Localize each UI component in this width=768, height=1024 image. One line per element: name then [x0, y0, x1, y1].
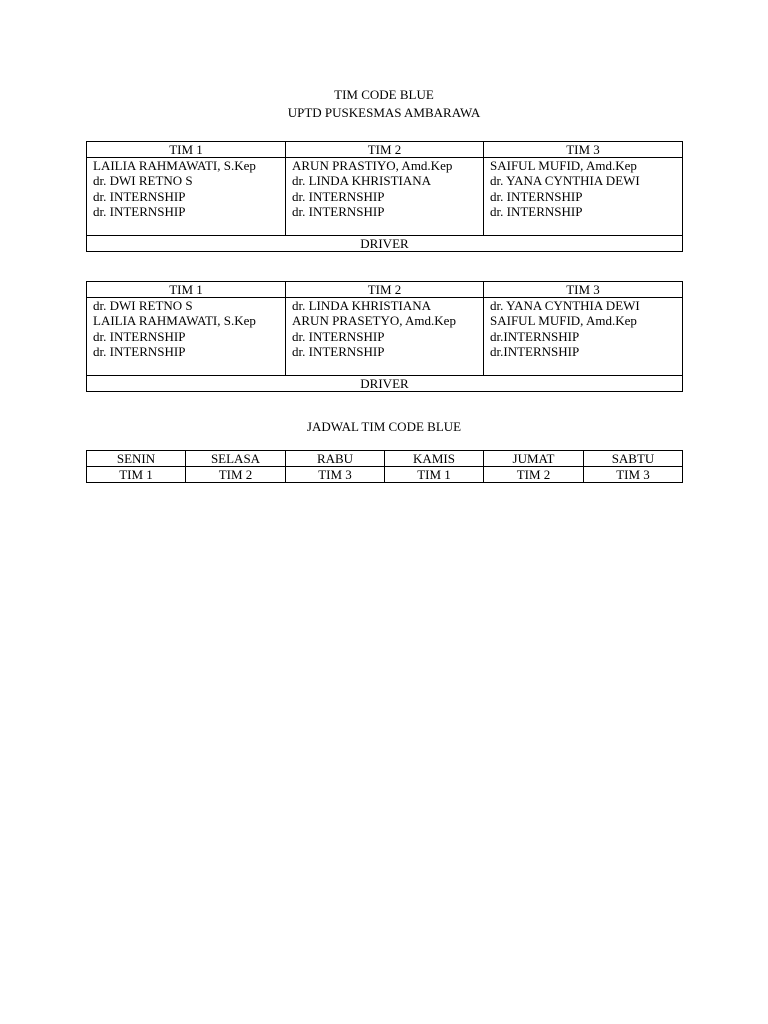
member-name: SAIFUL MUFID, Amd.Kep: [490, 158, 637, 173]
member-name: ARUN PRASTIYO, Amd.Kep: [292, 158, 453, 173]
member-name: dr. DWI RETNO S: [93, 298, 193, 313]
member-name: dr. INTERNSHIP: [93, 343, 186, 359]
schedule-team-cell: TIM 3: [286, 467, 385, 483]
member-name: dr. INTERNSHIP: [93, 203, 186, 219]
member-name: dr. INTERNSHIP: [93, 328, 186, 344]
member-name: dr. INTERNSHIP: [292, 343, 385, 359]
team-table-2: [86, 281, 683, 392]
schedule-day-cell: KAMIS: [385, 451, 484, 467]
driver-cell: DRIVER: [87, 376, 683, 392]
team-members-row: [87, 298, 683, 376]
team-header-cell: TIM 3: [484, 282, 683, 298]
schedule-day-cell: SENIN: [87, 451, 186, 467]
member-name: dr. LINDA KHRISTIANA: [292, 173, 432, 189]
schedule-team-cell: TIM 2: [484, 467, 584, 483]
schedule-day-cell: SABTU: [584, 451, 683, 467]
driver-row: [87, 236, 683, 252]
schedule-table: [86, 450, 683, 483]
team-members-cell: [286, 158, 484, 236]
member-name: ARUN PRASETYO, Amd.Kep: [292, 313, 456, 329]
member-name: dr. INTERNSHIP: [93, 188, 186, 204]
team-members-cell: [484, 298, 683, 376]
team-header-cell: TIM 3: [484, 142, 683, 158]
schedule-team-cell: TIM 1: [87, 467, 186, 483]
driver-row: [87, 376, 683, 392]
team-header-cell: TIM 1: [87, 282, 286, 298]
member-name: dr. LINDA KHRISTIANA: [292, 298, 432, 313]
team-members-cell: [484, 158, 683, 236]
schedule-title: JADWAL TIM CODE BLUE: [306, 419, 462, 434]
team-members-cell: [87, 298, 286, 376]
team-header-cell: TIM 2: [286, 142, 484, 158]
member-name: dr. INTERNSHIP: [292, 328, 385, 344]
team-header-cell: TIM 1: [87, 142, 286, 158]
member-name: dr. DWI RETNO S: [93, 173, 193, 189]
team-header-row: [87, 282, 683, 298]
team-header-row: [87, 142, 683, 158]
member-name: LAILIA RAHMAWATI, S.Kep: [93, 313, 256, 329]
schedule-day-cell: SELASA: [186, 451, 286, 467]
member-name: SAIFUL MUFID, Amd.Kep: [490, 313, 637, 329]
schedule-team-cell: TIM 3: [584, 467, 683, 483]
driver-cell: DRIVER: [87, 236, 683, 252]
member-name: dr.INTERNSHIP: [490, 343, 580, 359]
document-title: TIM CODE BLUE: [334, 87, 434, 102]
schedule-team-cell: TIM 2: [186, 467, 286, 483]
member-name: dr. INTERNSHIP: [490, 203, 583, 219]
schedule-day-cell: JUMAT: [484, 451, 584, 467]
team-table-1: [86, 141, 683, 252]
member-name: LAILIA RAHMAWATI, S.Kep: [93, 158, 256, 173]
team-members-cell: [286, 298, 484, 376]
document-subtitle: UPTD PUSKESMAS AMBARAWA: [287, 105, 481, 120]
member-name: dr.INTERNSHIP: [490, 328, 580, 344]
schedule-day-cell: RABU: [286, 451, 385, 467]
member-name: dr. INTERNSHIP: [292, 203, 385, 219]
member-name: dr. YANA CYNTHIA DEWI: [490, 173, 640, 189]
team-members-cell: [87, 158, 286, 236]
schedule-days-row: [87, 451, 683, 467]
member-name: dr. INTERNSHIP: [490, 188, 583, 204]
member-name: dr. YANA CYNTHIA DEWI: [490, 298, 640, 313]
member-name: dr. INTERNSHIP: [292, 188, 385, 204]
team-header-cell: TIM 2: [286, 282, 484, 298]
schedule-team-cell: TIM 1: [385, 467, 484, 483]
team-members-row: [87, 158, 683, 236]
schedule-teams-row: [87, 467, 683, 483]
